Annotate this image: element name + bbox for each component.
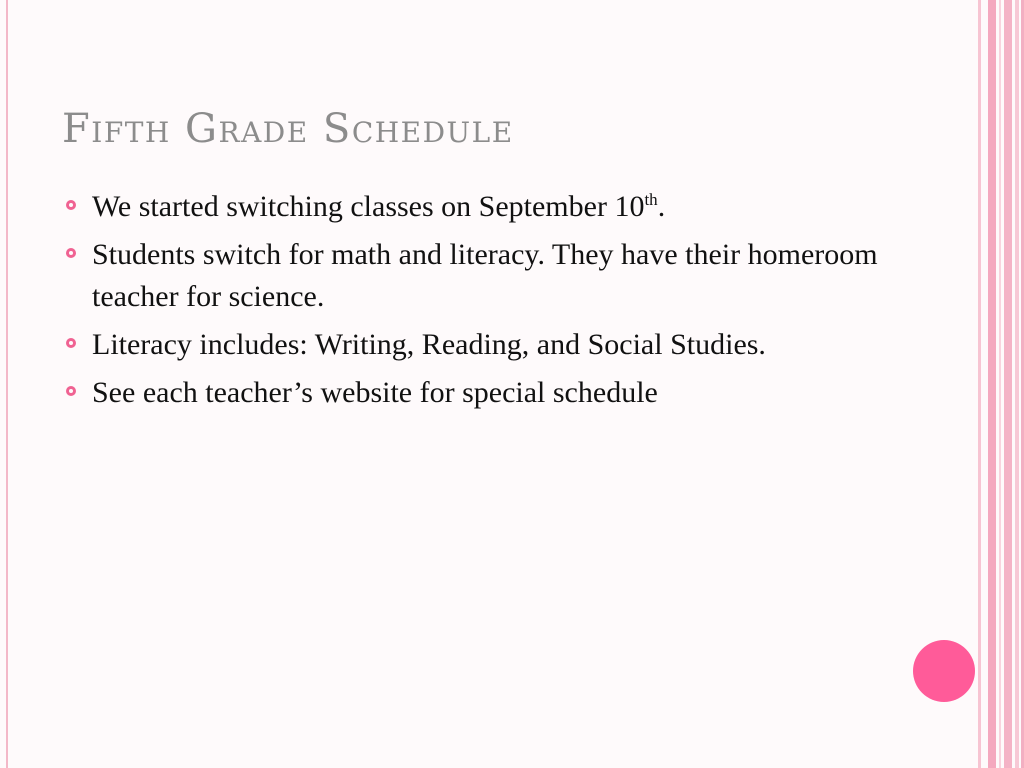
right-stripe	[1004, 0, 1012, 768]
bullet-item	[62, 372, 882, 414]
circle-bullet-icon	[66, 386, 76, 396]
circle-bullet-icon	[66, 338, 76, 348]
bullet-suffix: .	[657, 190, 666, 223]
bullet-item	[62, 234, 882, 318]
bullet-text: See each teacher’s website for special schedule	[92, 376, 658, 409]
right-stripe	[999, 0, 1001, 768]
bullet-item	[62, 324, 882, 366]
pink-circle-decoration	[913, 640, 975, 702]
bullet-text: Literacy includes: Writing, Reading, and Social Studies.	[92, 328, 766, 361]
circle-bullet-icon	[66, 248, 76, 258]
bullet-text: Students switch for math and literacy. They have their homeroom teacher for science.	[92, 238, 878, 313]
bullet-text: We started switching classes on September 10	[92, 190, 645, 223]
bullet-item	[62, 186, 882, 228]
circle-bullet-icon	[66, 200, 76, 210]
bullet-list	[62, 186, 882, 420]
right-stripe	[978, 0, 981, 768]
bullet-superscript: th	[644, 190, 658, 209]
right-stripe	[988, 0, 996, 768]
left-border-line	[6, 0, 8, 768]
right-stripe	[1015, 0, 1019, 768]
slide-title: Fifth Grade Schedule	[62, 106, 514, 152]
